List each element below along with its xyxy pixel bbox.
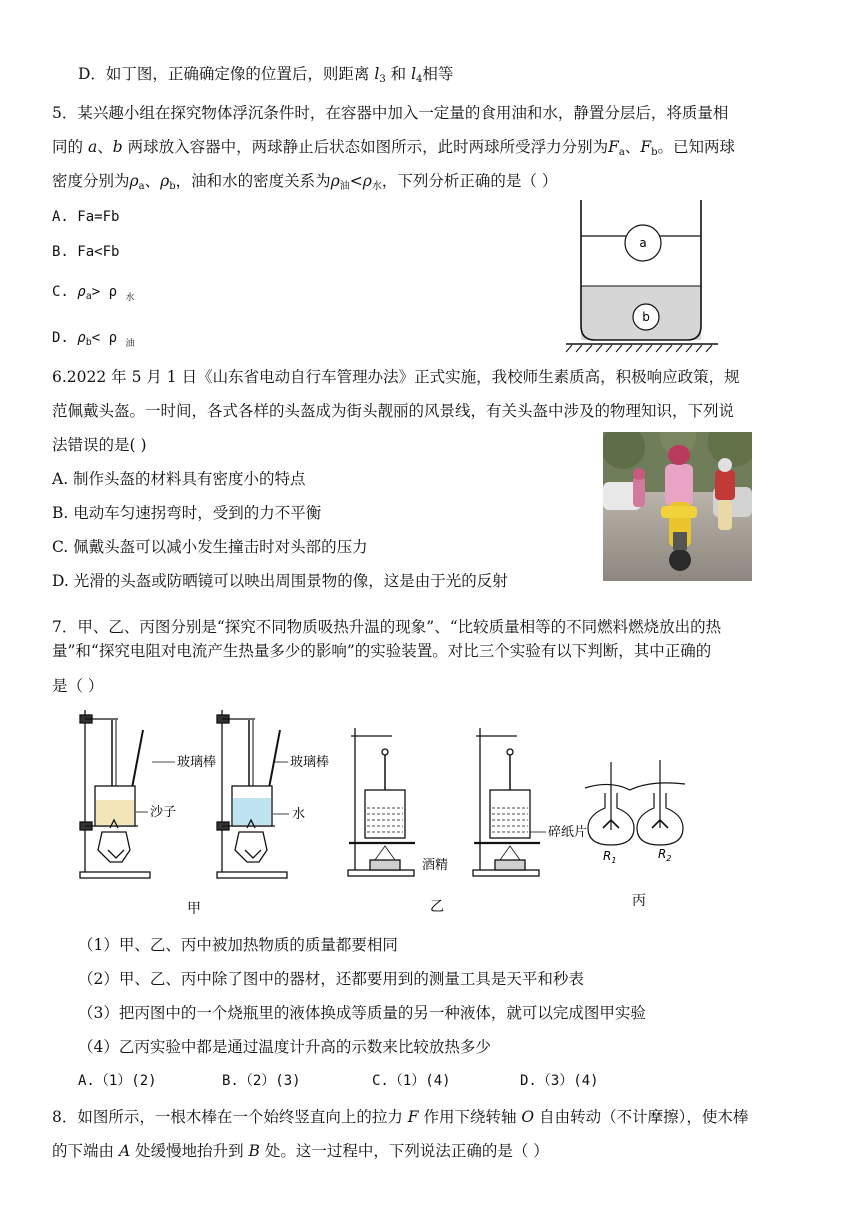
ground-hatch <box>566 345 712 352</box>
ball-b-label: b <box>642 310 650 324</box>
q6-stem-line1: 6.2022 年 5 月 1 日《山东省电动自行车管理办法》正式实施，我校师生素质高，积极响应政策，规 <box>52 368 740 386</box>
q6-option-b: B. 电动车匀速拐弯时，受到的力不平衡 <box>52 504 322 522</box>
q5-stem-line3: 密度分别为$\rho_a$、$\rho_b$，油和水的密度关系为$\rho_油<\rho_水$，下列分析正确的是（ ） <box>52 172 558 192</box>
q7-statement-2: （2）甲、乙、丙中除了图中的器材，还都要用到的测量工具是天平和秒表 <box>78 970 584 988</box>
q4-option-d: D．如丁图，正确确定像的位置后，则距离 $l_3$ 和 $l_4$相等 <box>78 65 454 85</box>
label-glass-rod-2: 玻璃棒 <box>290 755 330 770</box>
q7-statement-1: （1）甲、乙、丙中被加热物质的质量都要相同 <box>78 936 398 954</box>
q7-statement-4: （4）乙丙实验中都是通过温度计升高的示数来比较放热多少 <box>78 1038 491 1056</box>
q7-stem-line1: 7．甲、乙、丙图分别是“探究不同物质吸热升温的现象”、“比较质量相等的不同燃料燃烧放出的热 <box>52 618 722 636</box>
q6-option-d: D. 光滑的头盔或防晒镜可以映出周围景物的像，这是由于光的反射 <box>52 572 508 590</box>
q6-stem-line3: 法错误的是( ) <box>52 436 147 454</box>
label-R1: $R_1$ <box>603 849 617 865</box>
q6-option-c: C. 佩戴头盔可以减小发生撞击时对头部的压力 <box>52 538 368 556</box>
q5-option-b: B. Fa<Fb <box>52 244 120 260</box>
q5-option-c: C. $\rho_a> \rho$ $_水$ <box>52 284 135 303</box>
apparatus-bing-flasks <box>585 760 685 845</box>
label-alcohol: 酒精 <box>422 858 449 873</box>
label-paper-scraps: 碎纸片 <box>548 825 588 840</box>
label-sand: 沙子 <box>150 805 177 820</box>
ball-a-label: a <box>639 236 647 250</box>
q8-stem-line1: 8．如图所示，一根木棒在一个始终竖直向上的拉力 F 作用下绕转轴 O 自由转动（不计摩擦），使木棒 <box>52 1108 749 1126</box>
q8-stem-line2: 的下端由 A 处缓慢地抬升到 B 处。这一过程中，下列说法正确的是（ ） <box>52 1142 549 1160</box>
label-R2: $R_2$ <box>658 847 672 863</box>
apparatus-jia-water <box>217 710 287 878</box>
q5-option-a: A. Fa=Fb <box>52 209 120 225</box>
apparatus-jia-sand <box>80 710 150 878</box>
q6-option-a: A. 制作头盔的材料具有密度小的特点 <box>52 470 306 488</box>
figure-label-yi: 乙 <box>430 899 444 915</box>
q7-option-b: B.（2）(3) <box>222 1073 301 1089</box>
q7-statement-3: （3）把丙图中的一个烧瓶里的液体换成等质量的另一种液体，就可以完成图甲实验 <box>78 1004 646 1022</box>
q7-option-a: A.（1）(2) <box>78 1073 157 1089</box>
figure-label-bing: 丙 <box>632 893 646 909</box>
q6-stem-line2: 范佩戴头盔。一时间，各式各样的头盔成为街头靓丽的风景线，有关头盔中涉及的物理知识，下列说 <box>52 402 735 420</box>
q7-stem-line3: 是（ ） <box>52 677 104 695</box>
q7-option-c: C.（1）(4) <box>372 1073 451 1089</box>
q5-stem-line2: 同的 a、b 两球放入容器中，两球静止后状态如图所示，此时两球所受浮力分别为$F_a$、$F_b$。已知两球 <box>52 138 736 158</box>
q7-experiment-figures <box>70 700 710 915</box>
label-water: 水 <box>292 807 306 822</box>
figure-label-jia: 甲 <box>187 901 201 915</box>
q5-container-figure <box>560 200 730 360</box>
apparatus-yi-paper <box>473 728 540 876</box>
q7-stem-line2: 量”和“探究电阻对电流产生热量多少的影响”的实验装置。对比三个实验有以下判断，其中正确的 <box>52 642 712 660</box>
q5-stem-line1: 5．某兴趣小组在探究物体浮沉条件时，在容器中加入一定量的食用油和水，静置分层后，将质量相 <box>52 104 729 122</box>
helmet-scooter-photo <box>603 432 752 581</box>
q5-option-d: D. $\rho_b< \rho$ $_油$ <box>52 330 135 349</box>
label-glass-rod-1: 玻璃棒 <box>177 755 217 770</box>
q7-option-d: D.（3）(4) <box>520 1073 599 1089</box>
apparatus-yi-alcohol <box>348 728 415 876</box>
